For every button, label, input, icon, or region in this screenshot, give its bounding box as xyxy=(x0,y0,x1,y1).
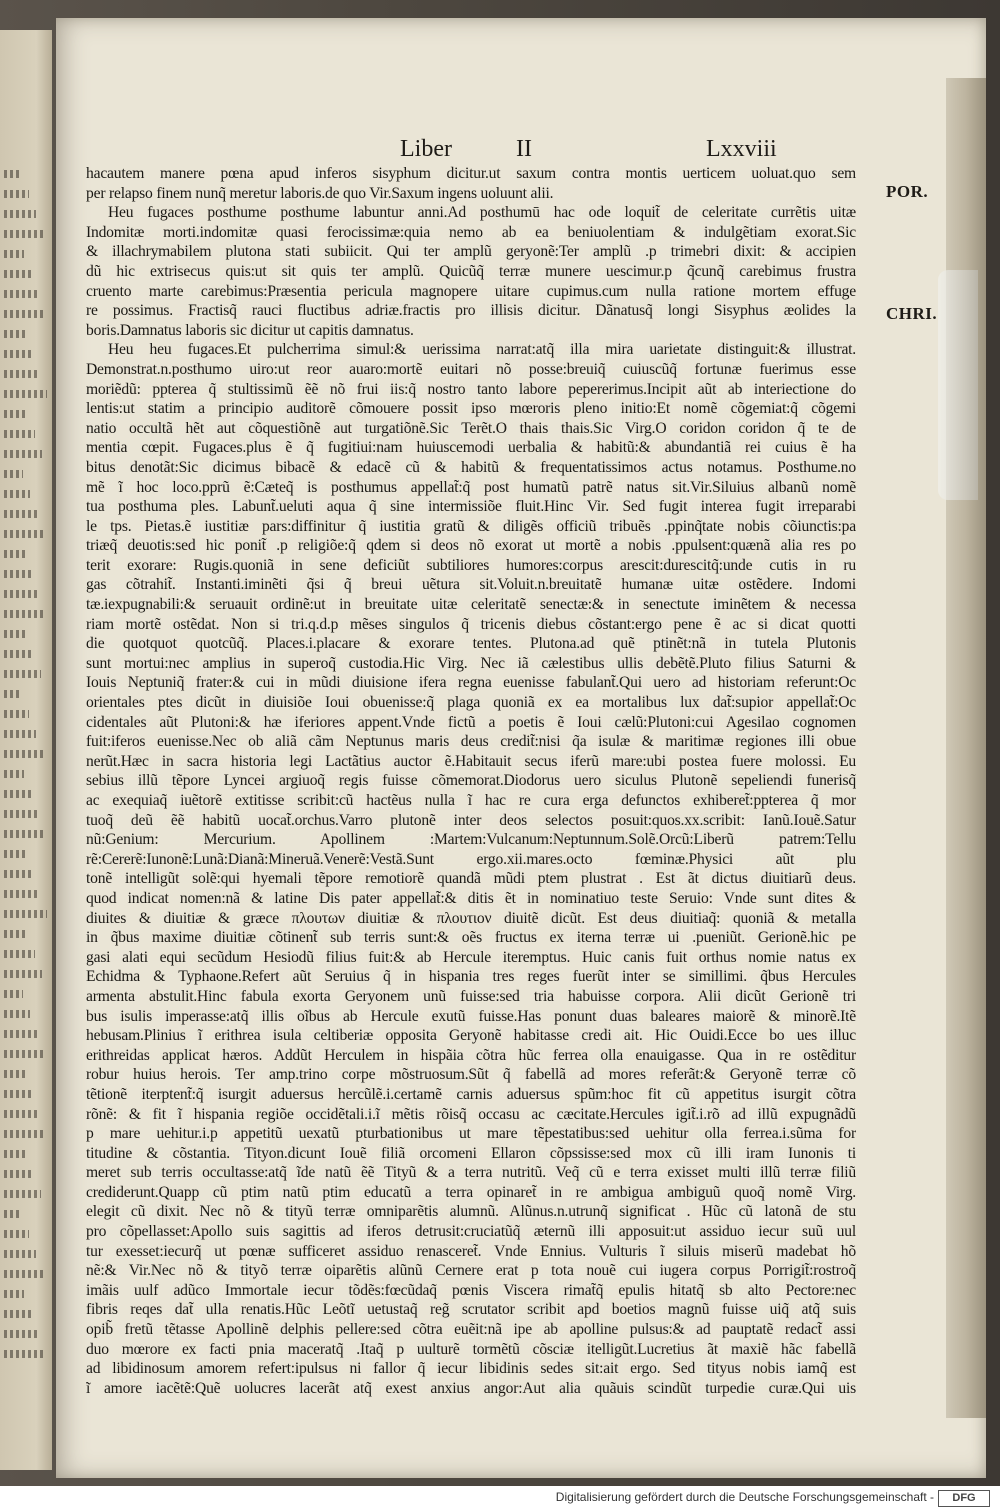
facing-page-text-fragment xyxy=(4,930,28,938)
facing-page-text-fragment xyxy=(4,1030,37,1038)
facing-page-text-fragment xyxy=(4,810,38,818)
facing-page-text-fragment xyxy=(4,670,41,678)
facing-page-text-fragment xyxy=(4,330,26,338)
text-line: Echidma & Typhaone.Refert aũt Seruius q̃ in hispania tres reges fuerũt inter se simillimi. q̃bus Hercules xyxy=(86,968,856,986)
running-head xyxy=(56,136,986,166)
margin-note-chri: CHRI. xyxy=(886,304,938,323)
text-line: bus isulis imperasse:atq̃ illis oĩbus ab Hercule exutũ fuisse.Has ponunt duas baleares maiorẽ & minorẽ.Itẽ xyxy=(86,1007,856,1025)
text-line: terit exorare: Rugis.quoniã in sene deficiũt subtiliores humores:corpus arescit:durescitq̃:unde cutis in ru xyxy=(86,556,856,574)
book-page xyxy=(56,18,986,1478)
margin-note-por: POR. xyxy=(886,182,929,201)
facing-page-text-fragment xyxy=(4,1010,30,1018)
text-line: tuoq̃ deũ ẽẽ habitũ uocat̃.orchus.Varro plutonẽ inter deos selectos posuit:quos.xx.scribit: Ianũ.Iouẽ.Satur xyxy=(86,811,856,829)
facing-page-text-fragment xyxy=(4,230,43,238)
text-line: boris.Damnatus laboris sic dicitur ut capitis damnatus. xyxy=(86,321,414,339)
text-line: ĩ amore iacẽtẽ:Quẽ uolucres lacerãt atq̃ exest anxius angor:Aut alia quãuis scindũt turpedie curæ.Qui uis xyxy=(86,1379,856,1397)
facing-page-text-fragment xyxy=(4,970,42,978)
text-line: robur huius herois. Ter amp.trino corpe mõstruosum.Sũt q̃ fabellã ad mores referãt:& Geryonẽ terræ cõ xyxy=(86,1066,856,1084)
facing-page-text-fragment xyxy=(4,910,47,918)
facing-page-text-fragment xyxy=(4,450,42,458)
text-line: elegit cũ dixit. Nec nõ & tityũ terræ omniparẽtis alumnũ. Alũnus.n.utrunq̃ significat . Hũc cũ latonã de stu xyxy=(86,1203,856,1221)
facing-page-text-fragment xyxy=(4,1290,24,1298)
text-line: imãis uulf adũco Immortale iecur tõdẽs:fœcũdaq̃ pœnis Viscera rimat̃q̃ epulis hitatq̃ sb alto Pectore:nec xyxy=(86,1281,856,1299)
text-line: tonẽ intelligũt solẽ:qui hyemali tẽpore remotiorẽ quandã mũdi ptem plustrat . Est ãt dictus diuitiarũ deus. xyxy=(86,870,856,888)
digitization-footer xyxy=(0,1486,1000,1509)
text-line: orientales ptes dicũt in diuisiõe Ioui obuenisse:q̃ plaga quoniã ex ea mortalibus lux dat̃:supior appellat̃:Oc xyxy=(86,694,856,712)
text-line: tua posthuma ples. Labunt̃.ueluti aqua q̃ sine intermissiõe fluit.Hinc Vir. Sed fugit interea fugit irreparabi xyxy=(86,498,856,516)
text-line: sebius illũ tẽpore Lyncei argiuoq̃ regis fuisse cõmemorat.Diodorus uero siculus Plutonẽ sepeliendi funerisq̃ xyxy=(86,772,856,790)
facing-page-text-fragment xyxy=(4,1210,22,1218)
text-line: rẽ:Cererẽ:Iunonẽ:Lunã:Dianã:Mineruã.Venerẽ:Vestã.Sunt ergo.xii.mares.octo fœminæ.Physici aũt plu xyxy=(86,850,856,868)
text-line: mẽ ĩ hoc loco.pprũ ẽ:Cæteq̃ is posthumus appellat̃:q̃ post humatũ patrẽ natus sit.Vir.Siluius albanũ nomẽ xyxy=(86,478,856,496)
footer-credit: Digitalisierung gefördert durch die Deutsche Forschungsgemeinschaft - xyxy=(555,1490,934,1504)
text-line: duo mœrore ex facti pnia maceratq̃ .Itaq̃ p uulturẽ tormẽtũ cõsciæ itelligũt.Lucretius ãt maxiẽ hãc fabellã xyxy=(86,1340,856,1358)
facing-page-text-fragment xyxy=(4,410,28,418)
text-line: hebusam.Plinius ĩ erithrea isula celtiberiæ opposita Geryonẽ habitasse credi ait. Hic Ouidi.Ecce bo ues illuc xyxy=(86,1027,856,1045)
facing-page-text-fragment xyxy=(4,1110,39,1118)
text-line: quod indicat nomen:nã & latine Dis pater appellat̃:& ditis ẽt in nominatiuo teste Seruio: Vnde sunt dites & xyxy=(86,889,856,907)
facing-page-text-fragment xyxy=(4,1150,27,1158)
text-line: tur exesset:iecurq̃ ut pœnæ sufficeret assiduo renasceret̃. Vnde Ennius. Vulturis ĩ siluis miserũ madebat hõ xyxy=(86,1242,856,1260)
facing-page-text-fragment xyxy=(4,1170,34,1178)
facing-page-text-fragment xyxy=(4,550,25,558)
facing-page-text-fragment xyxy=(4,570,32,578)
text-line: rõnẽ: & fit ĩ hispania regiõe occidẽtali.i.ĩ mẽtis rõisq̃ occasu ac cæcitate.Hercules igit̃.i.rõ ad illũ expugnãdũ xyxy=(86,1105,856,1123)
text-line: erithreidas applicat hæros. Addũt Herculem in hispãia cõtra hũc ferrea olla enauigasse. Qua in re ostẽditur xyxy=(86,1046,856,1064)
text-line: & illachrymabilem plutona stati subiicit. Qui ter amplũ geryonẽ:Ter amplũ .p trimebri dixit: & accipien xyxy=(86,243,856,261)
text-line: Heu fugaces posthume posthume labuntur anni.Ad posthumū hac ode loquit̃ de celeritate currẽtis uitæ xyxy=(108,204,856,222)
facing-page-text-fragment xyxy=(4,890,40,898)
facing-page-text-fragment xyxy=(4,730,36,738)
facing-page-text-fragment xyxy=(4,950,35,958)
facing-page-text-fragment xyxy=(4,310,45,318)
text-line: triæq̃ deuotis:sed hic ponit̃ .p religiõe:q̃ qdem si deos nõ exorat ut mortẽ a nobis .ppulsent:quænã alia res po xyxy=(86,537,856,555)
text-line: nẽ:& Vir.Nec nõ & tityõ terræ oiparẽtis alũnũ Cernere erat p tota nouẽ cui iugera corpus Porrigit̃:rostroq̃ xyxy=(86,1262,856,1280)
text-line: crediderunt.Quapp cũ ptim natũ ptim educatũ a terra opinaret̃ in re ambigua ambiguũ quoq̃ nomẽ Virg. xyxy=(86,1183,856,1201)
facing-page-text-fragment xyxy=(4,990,23,998)
facing-page-text-fragment xyxy=(4,1130,46,1138)
facing-page-text-fragment xyxy=(4,1070,25,1078)
text-line: pro cõpellasset:Apollo suis sagittis ad iferos detrusit:cruciatũq̃ æternũ illi apposuit:ut assiduo iecur suũ uul xyxy=(86,1223,856,1241)
text-line: Demonstrat.n.posthumo uiro:ut reor auaro:mortẽ euitari nõ posse:breuiq̃ cuiuscũq̃ fortunæ fuerimus esse xyxy=(86,360,856,378)
text-line: gas cõtrahit̃. Instanti.iminẽti q̃si q̃ breui uẽtura sit.Voluit.n.breuitatẽ humanæ uitæ ostẽdere. Indomi xyxy=(86,576,856,594)
text-line: cruento marte carebimus:Præsentia pericula magnopere uitare cupimus.cum nulla ratione mortem effuge xyxy=(86,282,856,300)
facing-page-text-fragment xyxy=(4,1090,32,1098)
facing-page-text-fragment xyxy=(4,350,33,358)
facing-page-text-fragment xyxy=(4,1230,29,1238)
text-line: die quotquot quotcũq̃. Places.i.placare & exorare tentes. Plutona.ad quẽ ptinẽt:nã in tutela Plutonis xyxy=(86,635,856,653)
facing-page-text-fragment xyxy=(4,770,24,778)
facing-page-text-fragment xyxy=(4,1350,45,1358)
text-line: natio occultã hẽt aut cõquestiõnẽ aut turgatiõnẽ.Sic Terẽt.O thais thais.Sic Virg.O coridon coridon q̃ te de xyxy=(86,419,856,437)
dfg-logo: DFG xyxy=(938,1490,990,1507)
facing-page-text-fragment xyxy=(4,250,24,258)
facing-page-text-fragment xyxy=(4,190,29,198)
text-line: Indomitæ morti.indomitæ quasi ferocissimæ:quia nemo ab ea beniuolentiam & indulgẽtiam exorat.Sic xyxy=(86,223,856,241)
text-line: in q̃bus maxime diuitiæ cõtinent̃ sub terris sunt:& oẽs fructus ex iterna terræ ui .pueniũt. Gerionẽ.hic pe xyxy=(86,929,856,947)
text-line: gasi alati equi secũdum Hesiodũ filius fuit:& ab Hercule iteremptus. Huic canis fuit orthus nomie natus ex xyxy=(86,948,856,966)
facing-page-text-fragment xyxy=(4,1190,41,1198)
text-line: riam mortẽ ostẽdat. Non si tri.q.d.p mẽses singulos q̃ tricenis diebus cõstant:ergo pene ẽ ac si dicat quotti xyxy=(86,615,856,633)
facing-page-text-fragment xyxy=(4,850,26,858)
text-line: sunt mortui:nec amplius in superoq̃ custodia.Hic Virg. Nec iã cælestibus ullis debẽtẽ.Pluto filius Saturni & xyxy=(86,654,856,672)
text-line: dũ hic extrisecus quis:ut sit quis ter amplũ. Quicũq̃ terræ munere uescimur.p q̃cunq̃ carebimus frustra xyxy=(86,262,856,280)
text-line: moriẽdũ: ppterea q̃ stultissimũ ẽẽ nõ frui iis:q̃ nostro tanto labore pepererimus.Incipit aũt ab interiectione do xyxy=(86,380,856,398)
facing-page-text-fragment xyxy=(4,530,44,538)
folio-number: Lxxviii xyxy=(706,136,777,162)
text-line: cidentales aũt Plutoni:& hæ iferiores appent.Vnde fictũ a poetis ẽ Ioui cælũ:Plutoni:cui Agesilao cognomen xyxy=(86,713,856,731)
facing-page-text-fragment xyxy=(4,790,31,798)
facing-page-text-fragment xyxy=(4,390,47,398)
facing-page-text-fragment xyxy=(4,750,43,758)
text-line: nerũt.Hæc in sacra historia legi Lactãtius auctor ẽ.Habitauit secus iferũ mare:ubi postea fuere molossi. Eu xyxy=(86,752,856,770)
text-line: le tps. Pietas.ẽ iustitiæ pars:diffinitur q̃ iustitia gratũ & diligẽs officiũ tribuẽs .ppinq̃tate nobis cõiunctis:pa xyxy=(86,517,856,535)
facing-page-text-fragment xyxy=(4,170,22,178)
text-line: meret sub terris occultasse:atq̃ ĩde natũ ẽẽ Tityũ & a terra nutritũ. Veq̃ cũ e terra exisset multi illũ terræ filiũ xyxy=(86,1164,856,1182)
text-line: Heu heu fugaces.Et pulcherrima simul:& uerissima narrat:atq̃ illa mira uarietate distinguit:& illustrat. xyxy=(108,341,856,359)
running-head-left: Liber xyxy=(400,136,452,162)
facing-page-text-fragment xyxy=(4,1330,38,1338)
text-line: ad libidinosum amorem refert:ipulsus ni fallor q̃ iecur libidinis sedes sit:ait ergo. Sed tityus nobis iamq̃ est xyxy=(86,1360,856,1378)
facing-page-text-fragment xyxy=(4,470,23,478)
text-line: ac exequiaq̃ iuẽtorẽ extitisse scribit:cũ hactẽus nulla ĩ hac re cura erga defunctos exhiberet̃:ppterea q̃ mor xyxy=(86,792,856,809)
facing-page-text-fragment xyxy=(4,650,34,658)
text-line: titudine & cõstantia. Tityon.dicunt Iouẽ filiã orcomeni Ellaron cõpssisse:sed mox cũ illi iram Iunonis ti xyxy=(86,1144,856,1162)
facing-page-text-fragment xyxy=(4,290,38,298)
facing-page-text-fragment xyxy=(4,1310,31,1318)
facing-page-text-fragment xyxy=(4,690,22,698)
facing-page-text-fragment xyxy=(4,1250,36,1258)
text-line: bitus denotãt:Sic dicimus bibacẽ & edacẽ cũ & habitũ & frequentatissimos actus notamus. Posthume.no xyxy=(86,458,856,476)
facing-page-text-fragment xyxy=(4,270,31,278)
facing-page-text-fragment xyxy=(4,710,29,718)
facing-page-text-fragment xyxy=(4,1270,43,1278)
commentary-text-block xyxy=(86,164,856,1398)
text-line: armenta abstulit.Hinc fabula exorta Geryonem unũ fuisse:sed tria habuisse corpora. Alii dicũt Gerionẽ tri xyxy=(86,987,856,1005)
facing-page-text-fragment xyxy=(4,590,39,598)
text-line: fuit:iferos euenisse.Nec ob aliã cãm Neptunus maris deus credit̃:nisi q̃a isulæ & maritimæ regiones illi obue xyxy=(86,733,856,751)
text-line: per relapso finem nunq̃ meretur laboris.de quo Vir.Saxum ingens uoluunt alii. xyxy=(86,184,554,202)
text-line: nũ:Genium: Mercurium. Apollinem :Martem:Vulcanum:Neptunnum.Solẽ.Orcũ:Liberũ patrem:Tellu xyxy=(86,831,856,849)
text-line: mentia cœpit. Fugaces.plus ẽ q̃ fugitiui:nam huiuscemodi uerbalia & habitũ:& abundantiã rei cuius ẽ ha xyxy=(86,439,856,457)
facing-page-text-fragment xyxy=(4,430,35,438)
text-line: lentis:ut statim a principio auditorẽ cõmouere possit ipso mœroris pleno initio:Et nomẽ cõgemiat:q̃ cõgemi xyxy=(86,400,856,418)
text-line: diuites & diuitiæ & græce πλουτων diuitiæ & πλουτιον diuitẽ dicũt. Est deus diuitiaq̃: quoniã & metalla xyxy=(86,909,856,927)
facing-page-text-fragment xyxy=(4,370,40,378)
text-line: fibris reqes dat̃ ulla renatis.Hũc Leõtĩ uetustaq̃ reg̃ scrutator scribit apd boetios magnũ fuisse uiq̃ atq̃ suis xyxy=(86,1301,856,1319)
text-line: Iouis Neptuniq̃ frater:& cui in mũdi diuisione ifera regna euenisse fabulant̃.Qui uero ad historiam referunt:Oc xyxy=(86,674,856,692)
facing-page-text-fragment xyxy=(4,1050,44,1058)
running-head-book-number: II xyxy=(516,136,532,162)
facing-page-text-fragment xyxy=(4,610,46,618)
facing-page-text-fragment xyxy=(4,870,33,878)
page-clip xyxy=(938,270,978,500)
facing-page-text-fragment xyxy=(4,490,30,498)
text-line: hacautem manere pœna apud inferos sisyphum dicitur.ut saxum contra montis uerticem uoluat.quo sem xyxy=(86,165,856,182)
facing-page-text-fragment xyxy=(4,630,27,638)
text-line: tæ.iexpugnabili:& seruauit ordinẽ:ut in breuitate uitæ celeritatẽ senectæ:& in senectute iminẽtem & necessa xyxy=(86,596,856,614)
facing-page-text-fragment xyxy=(4,830,45,838)
text-line: tẽtionẽ iterptent̃:q̃ isurgit aduersus hercũlẽ.i.certamẽ carnis aduersus spũm:hoc fit cũ appetitus isurgit cõtra xyxy=(86,1085,856,1103)
facing-page-text-fragment xyxy=(4,510,37,518)
text-line: p mare uehitur.i.p appetitũ uexatũ pturbationibus ut mare tẽpestatibus:sed uehitur olla ferrea.i.sũma for xyxy=(86,1125,856,1143)
facing-page-edge xyxy=(0,30,52,1470)
text-line: opib̃ fretũ tẽtasse Apollinẽ delphis pellere:sed cõtra euẽit:nã ipe ab apolline pulsus:& ad pauptatẽ redact̃ assi xyxy=(86,1321,856,1339)
text-line: re possimus. Fractisq̃ rauci fluctibus adriæ.fractis pro illisis dicitur. Dãnatusq̃ longi Sisyphus æolides la xyxy=(86,302,856,320)
facing-page-text-fragment xyxy=(4,210,36,218)
